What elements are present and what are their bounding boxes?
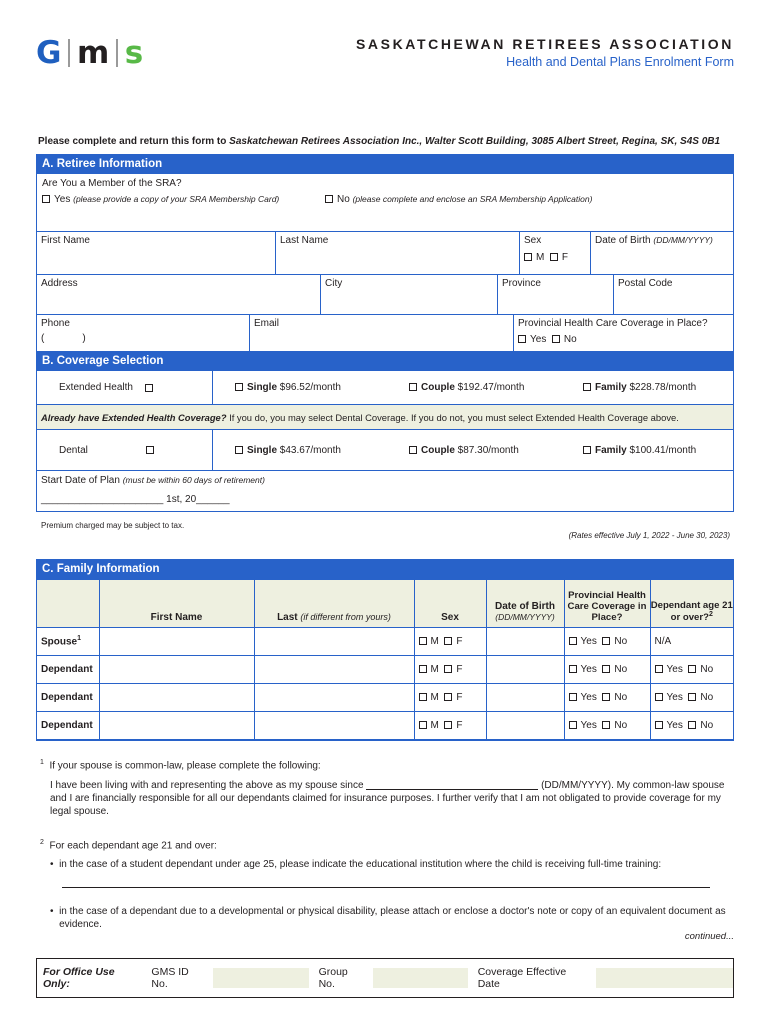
footnote-1-title: If your spouse is common-law, please complete the following: — [49, 760, 321, 772]
office-label: For Office Use Only: — [43, 966, 115, 990]
bullet-disability: • in the case of a dependant due to a developmental or physical disability, please attach or enclose a doctor's note or copy of an equivalent document as evidence. — [40, 905, 730, 931]
f-label: F — [456, 692, 463, 703]
table-row-dependant — [37, 712, 733, 740]
provincial-cell — [564, 656, 650, 684]
first-name-cell[interactable] — [99, 628, 254, 656]
family-price: $228.78/month — [629, 382, 697, 393]
dental-checkbox[interactable] — [146, 446, 154, 454]
yes-label: Yes — [580, 692, 597, 703]
dob-field[interactable] — [590, 232, 733, 274]
row-label: Dependant — [37, 712, 99, 740]
yes-label: Yes — [530, 334, 547, 345]
phone-row — [37, 314, 733, 354]
phone-paren-left: ( — [41, 333, 45, 344]
dental-row — [37, 430, 733, 470]
member-no-option[interactable] — [325, 194, 592, 205]
checkbox[interactable] — [42, 195, 50, 203]
phone-field[interactable] — [37, 315, 249, 354]
start-note: (must be within 60 days of retirement) — [122, 475, 265, 485]
already-question: Already have Extended Health Coverage? — [41, 412, 227, 423]
m-label: M — [430, 720, 439, 731]
header-last — [254, 580, 414, 628]
address-row — [37, 274, 733, 314]
first-name-cell[interactable] — [99, 684, 254, 712]
provincial-cell — [564, 628, 650, 656]
no-label: No — [563, 334, 577, 345]
row-label — [37, 628, 99, 656]
checkbox-no[interactable] — [602, 665, 610, 673]
continued-note: continued... — [684, 931, 734, 942]
group-field[interactable] — [373, 968, 468, 988]
provincial-cell — [564, 684, 650, 712]
no-label: No — [614, 720, 628, 731]
sex-field — [519, 232, 590, 274]
sex-cell — [414, 628, 486, 656]
sex-label: Sex — [524, 235, 542, 246]
common-law-text-a: I have been living with and representing the above as my spouse since — [50, 780, 364, 792]
logo-divider — [68, 39, 70, 67]
yes-note: (please provide a copy of your SRA Membership Card) — [73, 194, 280, 204]
dependant-age-cell: N/A — [650, 628, 733, 656]
family-table — [37, 579, 733, 740]
effective-date-label: Coverage Effective Date — [477, 966, 567, 990]
bullet-student: • in the case of a student dependant under age 25, please indicate the educational institution where the child is receiving full-time training: — [50, 859, 662, 871]
header-dependant-age — [650, 580, 733, 628]
gms-logo — [36, 35, 144, 71]
row-label: Dependant — [37, 684, 99, 712]
first-name-label: First Name — [41, 235, 90, 246]
phone-label: Phone — [41, 318, 70, 329]
rates-note: (Rates effective July 1, 2022 - June 30, 2023) — [568, 531, 730, 540]
footnote-2 — [40, 836, 730, 931]
sex-cell — [414, 684, 486, 712]
extended-health-row — [37, 371, 733, 404]
checkbox-yes[interactable] — [569, 665, 577, 673]
dob-format: (DD/MM/YYYY) — [653, 235, 713, 245]
family-label: Family — [595, 382, 627, 393]
header-sex: Sex — [414, 580, 486, 628]
no-label: No — [700, 720, 714, 731]
gms-id-label: GMS ID No. — [151, 966, 189, 990]
couple-price: $87.30/month — [457, 444, 519, 456]
table-header-row — [37, 580, 733, 628]
postal-label: Postal Code — [618, 278, 673, 289]
form-title: Health and Dental Plans Enrolment Form — [506, 55, 734, 69]
f-label: F — [561, 252, 569, 263]
member-yes-option[interactable] — [42, 194, 325, 205]
section-a-title: A. Retiree Information — [37, 155, 733, 174]
first-name-field[interactable] — [37, 232, 275, 274]
table-row-dependant — [37, 684, 733, 712]
provincial-cell — [564, 712, 650, 740]
already-text: If you do, you may select Dental Coverage. If you do not, you must select Extended Health Coverage above. — [226, 412, 679, 423]
logo-divider — [116, 39, 118, 67]
dob-cell[interactable] — [486, 628, 564, 656]
coverage-question: Provincial Health Care Coverage in Place? — [518, 318, 708, 329]
start-label: Start Date of Plan — [41, 475, 120, 486]
dob-label: Date of Birth — [595, 235, 651, 246]
checkbox-no[interactable] — [602, 693, 610, 701]
den-family-option[interactable] — [561, 445, 733, 456]
footnote-1 — [40, 756, 730, 818]
checkbox-m[interactable] — [419, 665, 427, 673]
last-name-field[interactable] — [275, 232, 519, 274]
single-price: $43.67/month — [279, 444, 341, 456]
address-label: Address — [41, 278, 78, 289]
no-label: No — [614, 664, 628, 675]
city-label: City — [325, 278, 343, 289]
province-label: Province — [502, 278, 541, 289]
m-label: M — [536, 252, 545, 263]
section-c-title: C. Family Information — [37, 560, 733, 579]
phone-paren-right: ) — [82, 333, 86, 344]
checkbox-m[interactable] — [419, 693, 427, 701]
header-dob — [486, 580, 564, 628]
footnote-marker: 1 — [77, 635, 82, 643]
header-first-name: First Name — [99, 580, 254, 628]
checkbox-no[interactable] — [688, 721, 696, 729]
checkbox[interactable] — [325, 195, 333, 203]
section-c — [36, 559, 734, 741]
yes-label: Yes — [666, 720, 683, 731]
checkbox-yes[interactable] — [655, 721, 663, 729]
extended-checkbox[interactable] — [145, 384, 153, 392]
yes-label: Yes — [666, 692, 683, 703]
ext-family-option[interactable] — [561, 382, 733, 393]
checkbox-f[interactable] — [444, 693, 452, 701]
m-label: M — [430, 636, 439, 647]
row-label: Dependant — [37, 656, 99, 684]
no-label: No — [700, 664, 714, 675]
checkbox-f[interactable] — [444, 665, 452, 673]
dep-age-label: Dependant age 21 or over? — [650, 599, 733, 623]
section-b-title: B. Coverage Selection — [37, 352, 733, 371]
header-empty — [37, 580, 99, 628]
last-name-cell[interactable] — [254, 628, 414, 656]
ext-single-option[interactable] — [213, 382, 387, 393]
dob-cell[interactable] — [486, 684, 564, 712]
couple-label: Couple — [421, 382, 455, 393]
checkbox-yes[interactable] — [569, 693, 577, 701]
checkbox-yes[interactable] — [569, 637, 577, 645]
checkbox-yes[interactable] — [518, 335, 526, 343]
m-label: M — [430, 692, 439, 703]
ext-couple-option[interactable] — [387, 382, 561, 393]
no-label: No — [614, 636, 628, 647]
section-a — [36, 154, 734, 355]
checkbox[interactable] — [235, 383, 243, 391]
org-name: SASKATCHEWAN RETIREES ASSOCIATION — [355, 36, 734, 52]
effective-date-field[interactable] — [596, 968, 733, 988]
couple-price: $192.47/month — [457, 382, 525, 393]
table-row-spouse — [37, 628, 733, 656]
checkbox-m[interactable] — [524, 253, 532, 261]
yes-label: Yes — [54, 194, 71, 205]
last-note: (if different from yours) — [300, 612, 391, 622]
footnote-number: 2 — [40, 839, 44, 846]
coverage-field — [513, 315, 733, 354]
checkbox-f[interactable] — [550, 253, 558, 261]
first-name-cell[interactable] — [99, 656, 254, 684]
footnote-2-title: For each dependant age 21 and over: — [49, 840, 217, 852]
intro-prefix: Please complete and return this form to — [38, 136, 230, 147]
last-name-cell[interactable] — [254, 712, 414, 740]
org-header — [356, 36, 734, 69]
checkbox-m[interactable] — [419, 721, 427, 729]
checkbox-no[interactable] — [552, 335, 560, 343]
yes-label: Yes — [580, 720, 597, 731]
couple-label: Couple — [421, 444, 455, 456]
already-covered-note — [37, 404, 733, 430]
name-row — [37, 231, 733, 274]
header-provincial: Provincial Health Care Coverage in Place? — [564, 580, 650, 628]
checkbox-yes[interactable] — [655, 665, 663, 673]
yes-label: Yes — [666, 664, 683, 675]
start-date-field[interactable] — [37, 470, 733, 511]
group-label: Group No. — [318, 966, 348, 990]
dependant-age-cell — [650, 684, 733, 712]
f-label: F — [456, 664, 463, 675]
last-name-label: Last Name — [280, 235, 329, 246]
logo-s: s — [124, 35, 144, 71]
den-single-option[interactable] — [213, 445, 387, 456]
extended-health-cell — [37, 371, 213, 404]
checkbox-f[interactable] — [444, 721, 452, 729]
membership-block — [37, 174, 733, 231]
checkbox[interactable] — [583, 446, 591, 454]
dental-cell — [37, 430, 213, 470]
spouse-label: Spouse — [41, 636, 78, 648]
common-law-date-field[interactable] — [366, 789, 538, 790]
yes-label: Yes — [580, 664, 597, 675]
single-label: Single — [247, 444, 278, 456]
section-b — [36, 351, 734, 512]
intro-address: Saskatchewan Retirees Association Inc., Walter Scott Building, 3085 Albert Street, Regina, SK, S4S 0B1 — [229, 136, 721, 147]
dob-cell[interactable] — [486, 712, 564, 740]
member-question: Are You a Member of the SRA? — [42, 178, 182, 189]
single-label: Single — [247, 382, 278, 393]
premium-note: Premium charged may be subject to tax. — [41, 521, 185, 530]
yes-label: Yes — [580, 636, 597, 647]
checkbox-yes[interactable] — [655, 693, 663, 701]
province-field[interactable] — [497, 275, 613, 314]
checkbox-no[interactable] — [688, 665, 696, 673]
table-row-dependant — [37, 656, 733, 684]
f-label: F — [456, 720, 463, 731]
logo-g: G — [36, 35, 62, 71]
dob-format: (DD/MM/YYYY) — [495, 612, 555, 622]
sex-cell — [414, 712, 486, 740]
checkbox[interactable] — [409, 383, 417, 391]
checkbox[interactable] — [583, 383, 591, 391]
disability-text: in the case of a dependant due to a developmental or physical disability, please attach or enclose a doctor's note or copy of an equivalent document as evidence. — [59, 906, 726, 931]
checkbox-no[interactable] — [602, 637, 610, 645]
checkbox[interactable] — [235, 446, 243, 454]
postal-code-field[interactable] — [613, 275, 733, 314]
dob-cell[interactable] — [486, 656, 564, 684]
den-couple-option[interactable] — [387, 445, 561, 456]
f-label: F — [456, 636, 463, 647]
m-label: M — [430, 664, 439, 675]
sex-cell — [414, 656, 486, 684]
dob-label: Date of Birth — [495, 601, 555, 612]
extended-label: Extended Health — [59, 382, 133, 393]
office-use-box — [36, 958, 734, 998]
footnote-number: 1 — [40, 759, 44, 766]
intro-text — [38, 136, 720, 147]
dependant-age-cell — [650, 656, 733, 684]
gms-id-field[interactable] — [213, 968, 308, 988]
last-name-cell[interactable] — [254, 684, 414, 712]
checkbox-f[interactable] — [444, 637, 452, 645]
checkbox-no[interactable] — [602, 721, 610, 729]
no-label: No — [700, 692, 714, 703]
email-field[interactable] — [249, 315, 513, 354]
checkbox-m[interactable] — [419, 637, 427, 645]
last-name-cell[interactable] — [254, 656, 414, 684]
family-price: $100.41/month — [629, 444, 697, 456]
footnote-marker: 2 — [708, 610, 713, 618]
common-law-text-b: (DD/MM/YYYY). My common-law spouse and I are financially responsible for all our dependants claimed for insurance purposes. I further verify that I am not obligated to provide coverage for my legal spouse. — [50, 780, 725, 818]
checkbox-yes[interactable] — [569, 721, 577, 729]
last-label: Last — [277, 612, 298, 623]
address-field[interactable] — [37, 275, 320, 314]
dependant-age-cell — [650, 712, 733, 740]
student-text: in the case of a student dependant under age 25, please indicate the educational institution where the child is receiving full-time training: — [59, 859, 662, 871]
no-label: No — [337, 194, 350, 205]
checkbox[interactable] — [409, 446, 417, 454]
family-label: Family — [595, 444, 627, 456]
start-date-line: ______________________ 1st, 20______ — [41, 494, 230, 505]
institution-field[interactable] — [62, 879, 710, 888]
logo-m: m — [76, 35, 110, 71]
checkbox-no[interactable] — [688, 693, 696, 701]
no-note: (please complete and enclose an SRA Membership Application) — [352, 194, 593, 204]
email-label: Email — [254, 318, 280, 329]
city-field[interactable] — [320, 275, 497, 314]
no-label: No — [614, 692, 628, 703]
first-name-cell[interactable] — [99, 712, 254, 740]
dental-label: Dental — [59, 444, 88, 456]
single-price: $96.52/month — [279, 382, 341, 393]
